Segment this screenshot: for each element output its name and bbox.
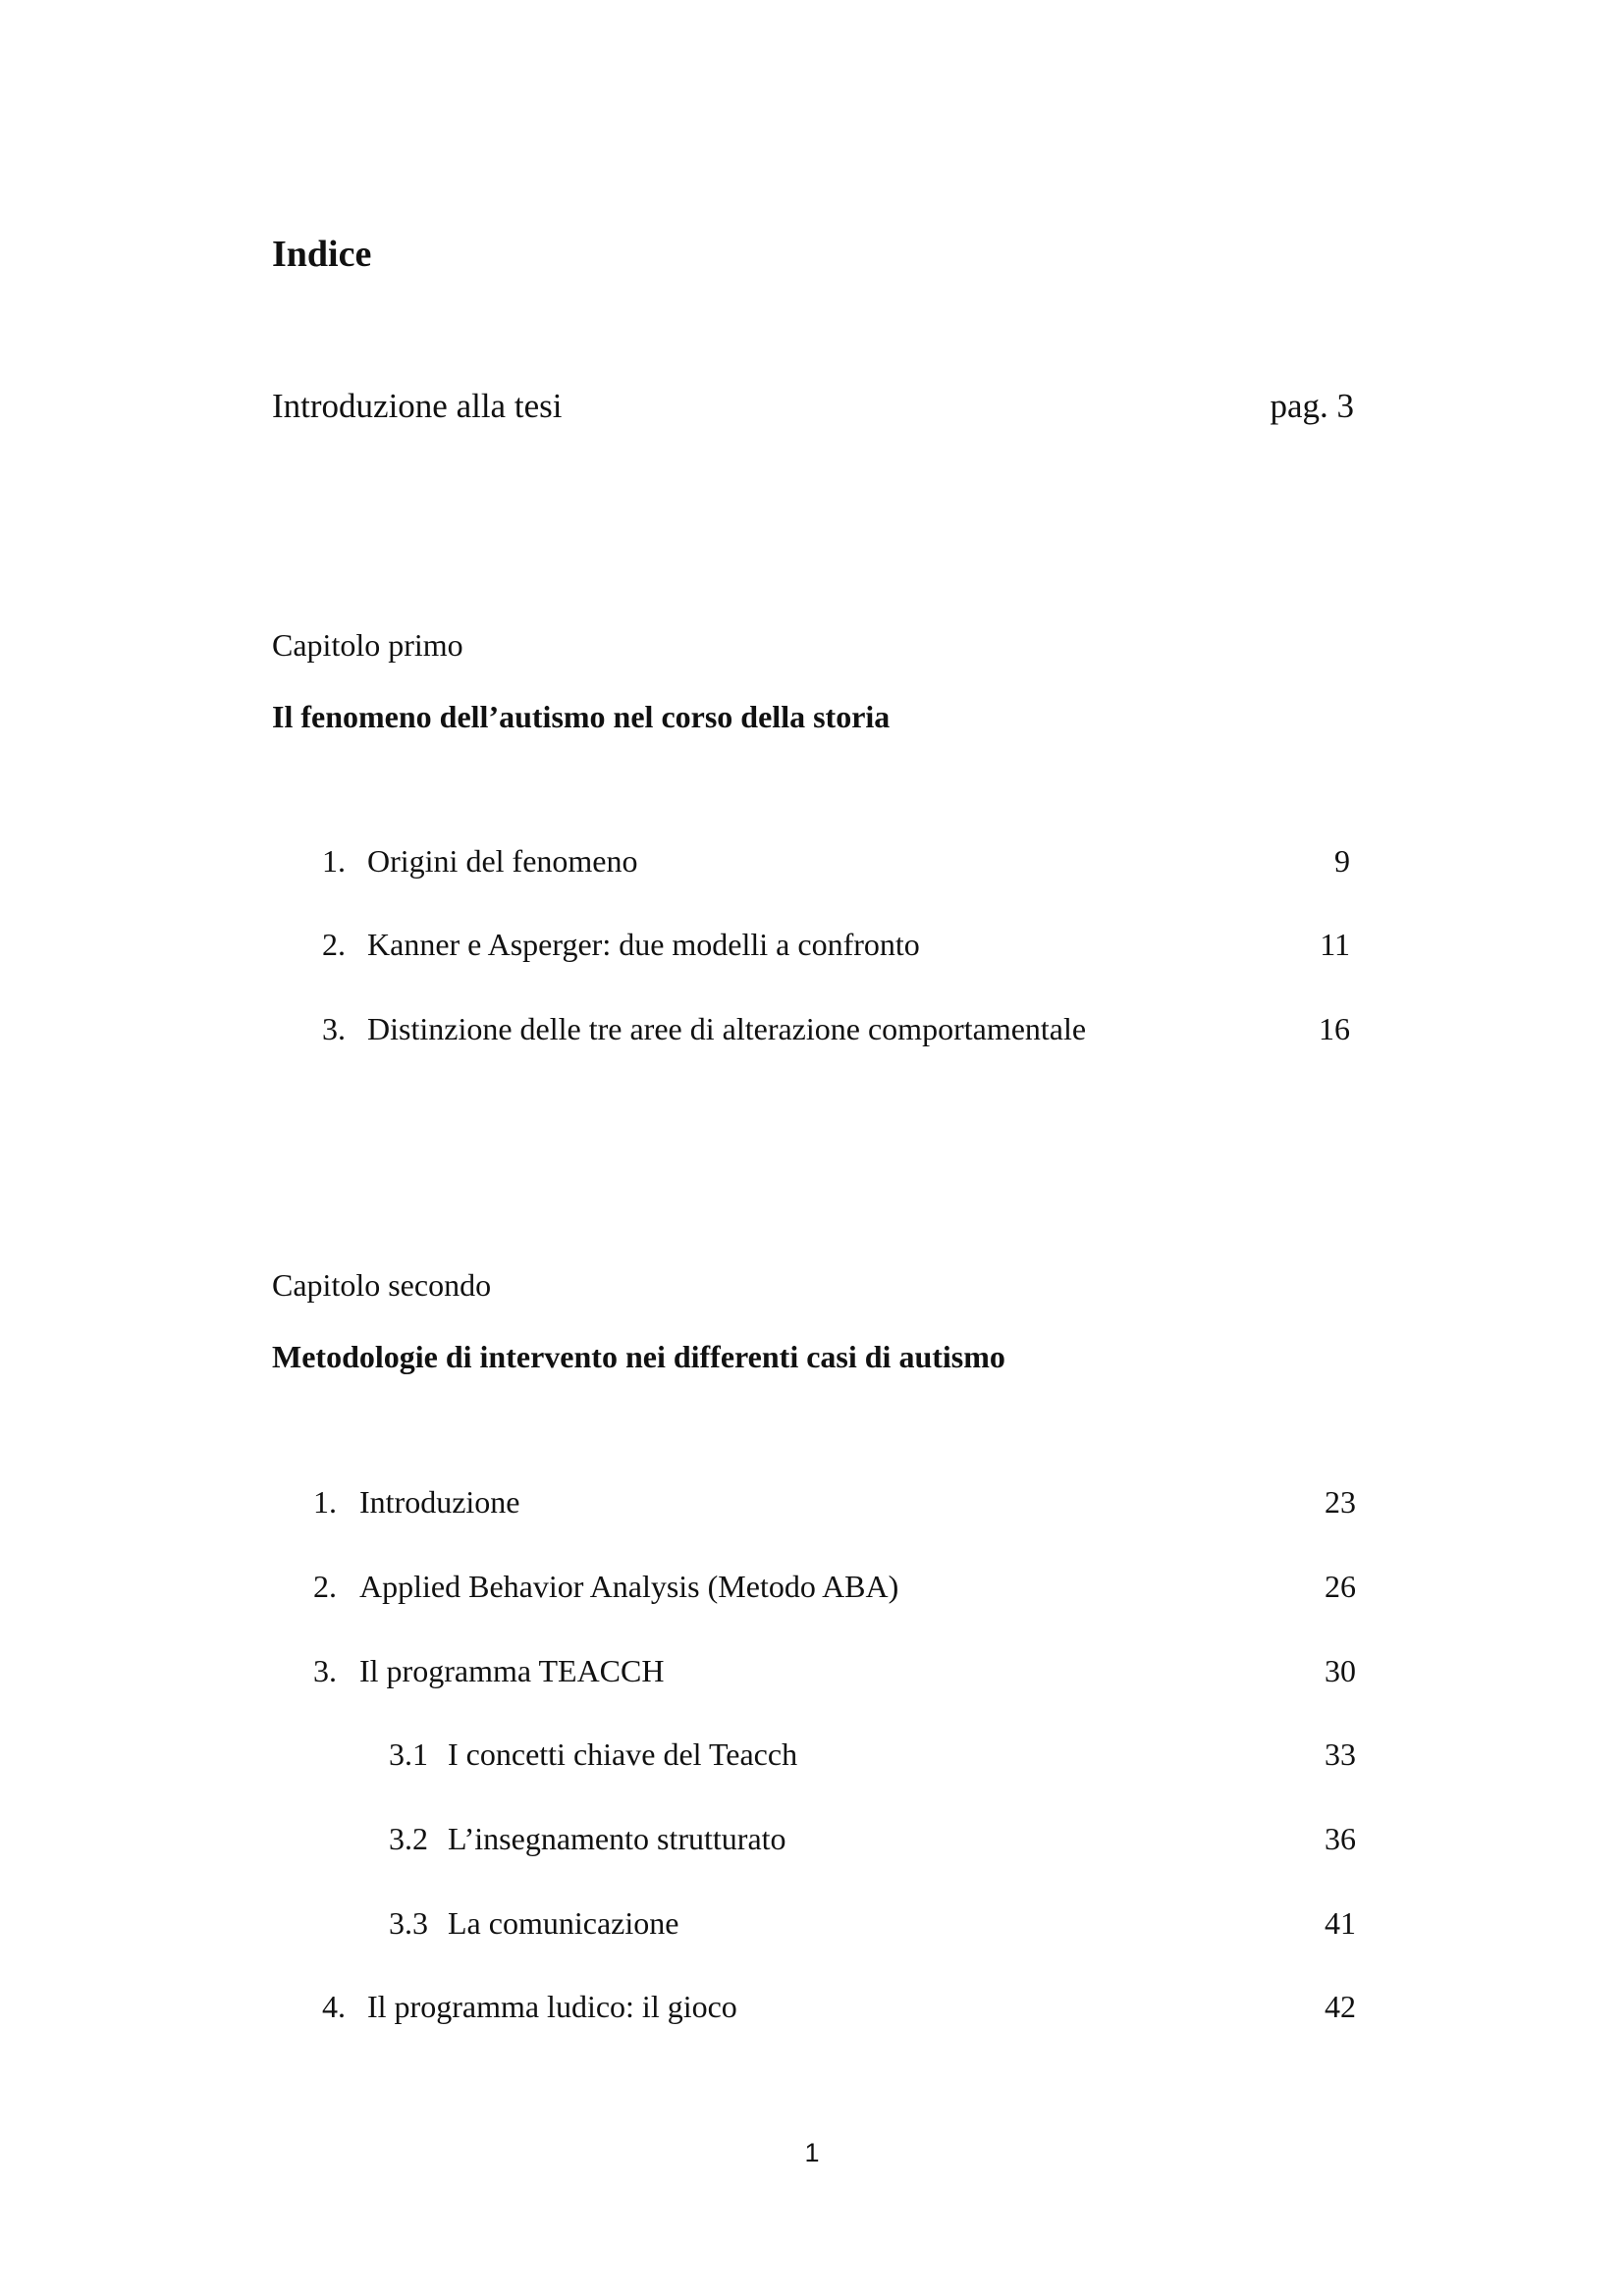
chapter1-entry2-text: Kanner e Asperger: due modelli a confronto xyxy=(367,927,920,962)
chapter2-entry3-3-number: 3.3 xyxy=(389,1905,428,1941)
chapter2-entry3-1-text: I concetti chiave del Teacch xyxy=(448,1736,798,1772)
chapter2-entry4-text: Il programma ludico: il gioco xyxy=(367,1989,737,2024)
chapter2-entry3-1-number: 3.1 xyxy=(389,1736,428,1772)
chapter2-entry3-2-text: L’insegnamento strutturato xyxy=(448,1821,786,1856)
chapter2-entry2-number: 2. xyxy=(313,1569,337,1604)
chapter2-entry3-2-number: 3.2 xyxy=(389,1821,428,1856)
chapter2-entry3-3-text: La comunicazione xyxy=(448,1905,679,1941)
chapter1-entry3-text: Distinzione delle tre aree di alterazione comportamentale xyxy=(367,1011,1087,1046)
chapter1-entry3-number: 3. xyxy=(322,1011,346,1046)
chapter2-entry4-number: 4. xyxy=(322,1989,346,2024)
chapter2-entry3-1-page: 33 xyxy=(1325,1736,1356,1772)
chapter2-entry2-text: Applied Behavior Analysis (Metodo ABA) xyxy=(359,1569,899,1604)
chapter1-entry2-page: 11 xyxy=(1320,927,1350,962)
chapter2-entry3-page: 30 xyxy=(1325,1653,1356,1688)
page-title: Indice xyxy=(272,234,372,275)
chapter2-entry3-number: 3. xyxy=(313,1653,337,1688)
chapter2-title: Metodologie di intervento nei differenti casi di autismo xyxy=(272,1339,1005,1374)
chapter2-entry2-page: 26 xyxy=(1325,1569,1356,1604)
chapter2-entry3-3-page: 41 xyxy=(1325,1905,1356,1941)
chapter1-entry3-page: 16 xyxy=(1319,1011,1350,1046)
chapter2-entry1-number: 1. xyxy=(313,1484,337,1520)
chapter2-entry1-page: 23 xyxy=(1325,1484,1356,1520)
chapter2-entry4-page: 42 xyxy=(1325,1989,1356,2024)
chapter2-entry3-text: Il programma TEACCH xyxy=(359,1653,665,1688)
introduction-entry-label: Introduzione alla tesi xyxy=(272,387,563,425)
chapter2-label: Capitolo secondo xyxy=(272,1267,492,1303)
chapter1-entry1-text: Origini del fenomeno xyxy=(367,843,638,879)
chapter1-title: Il fenomeno dell’autismo nel corso della storia xyxy=(272,699,891,734)
chapter2-entry1-text: Introduzione xyxy=(359,1484,520,1520)
chapter1-entry1-page: 9 xyxy=(1334,843,1350,879)
chapter1-entry2-number: 2. xyxy=(322,927,346,962)
chapter2-entry3-2-page: 36 xyxy=(1325,1821,1356,1856)
chapter1-label: Capitolo primo xyxy=(272,627,463,663)
introduction-entry-page: pag. 3 xyxy=(1270,387,1354,425)
footer-page-number: 1 xyxy=(804,2138,820,2167)
chapter1-entry1-number: 1. xyxy=(322,843,346,879)
